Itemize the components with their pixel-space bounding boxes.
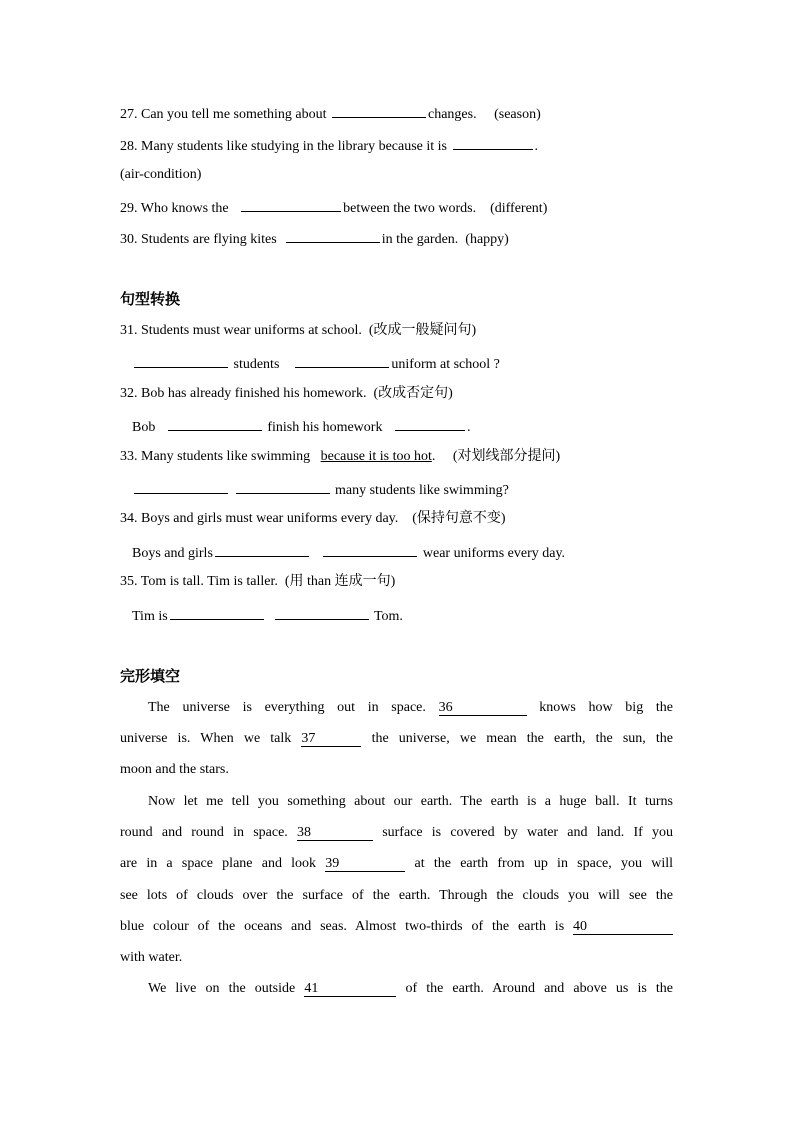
answer-blank[interactable] [134, 352, 228, 368]
answer-31: students uniform at school ? [132, 352, 500, 372]
cloze-gap-38[interactable]: 38 [297, 825, 373, 841]
cloze-paragraph-2: Now let me tell you something about our earth. The earth is a huge ball. It turns round and round in space. 38 surface is covered by water and land. If you are in a space plane and look 39 at the earth from up in space, you will see lots of clouds over the surface of the earth. Through the clouds you will see the blue colour of the oceans and seas. Almost two-thirds of the earth is 40 with water. [120, 794, 674, 965]
cloze-gap-39[interactable]: 39 [325, 856, 405, 872]
answer-blank[interactable] [286, 227, 380, 243]
question-32: 32. Bob has already finished his homework. (改成否定句) [120, 386, 453, 401]
answer-blank[interactable] [241, 196, 341, 212]
answer-blank[interactable] [295, 352, 389, 368]
answer-blank[interactable] [168, 415, 262, 431]
answer-blank[interactable] [323, 541, 417, 557]
question-27: 27. Can you tell me something about changes. (season) [120, 102, 541, 122]
answer-blank[interactable] [395, 415, 465, 431]
answer-blank[interactable] [236, 478, 330, 494]
answer-blank[interactable] [453, 134, 533, 150]
answer-blank[interactable] [332, 102, 426, 118]
cloze-paragraph-1: The universe is everything out in space. 36 knows how big the universe is. When we talk 37 the universe, we mean the earth, the sun, the moon and the stars. [120, 700, 674, 778]
section-title-transform: 句型转换 [120, 290, 181, 308]
answer-35: Tim is Tom. [132, 604, 403, 624]
question-34: 34. Boys and girls must wear uniforms every day. (保持句意不变) [120, 511, 506, 526]
question-35: 35. Tom is tall. Tim is taller. (用 than 连成一句) [120, 574, 396, 589]
question-33: 33. Many students like swimming because it is too hot. (对划线部分提问) [120, 449, 561, 464]
cloze-gap-41[interactable]: 41 [304, 981, 396, 997]
answer-blank[interactable] [170, 604, 264, 620]
answer-blank[interactable] [215, 541, 309, 557]
answer-blank[interactable] [134, 478, 228, 494]
question-28-hint: (air-condition) [120, 167, 202, 182]
question-28: 28. Many students like studying in the library because it is . [120, 134, 538, 154]
answer-blank[interactable] [275, 604, 369, 620]
question-30: 30. Students are flying kites in the garden. (happy) [120, 227, 509, 247]
answer-33: many students like swimming? [132, 478, 509, 498]
question-29: 29. Who knows the between the two words. (different) [120, 196, 547, 216]
answer-32: Bob finish his homework . [132, 415, 470, 435]
question-31: 31. Students must wear uniforms at school. (改成一般疑问句) [120, 323, 477, 338]
cloze-gap-40[interactable]: 40 [573, 919, 673, 935]
answer-34: Boys and girls wear uniforms every day. [132, 541, 565, 561]
cloze-paragraph-3: We live on the outside 41 of the earth. Around and above us is the [148, 981, 674, 996]
cloze-gap-36[interactable]: 36 [439, 700, 527, 716]
cloze-gap-37[interactable]: 37 [301, 731, 361, 747]
underlined-phrase: because it is too hot [320, 449, 432, 464]
section-title-cloze: 完形填空 [120, 667, 181, 685]
